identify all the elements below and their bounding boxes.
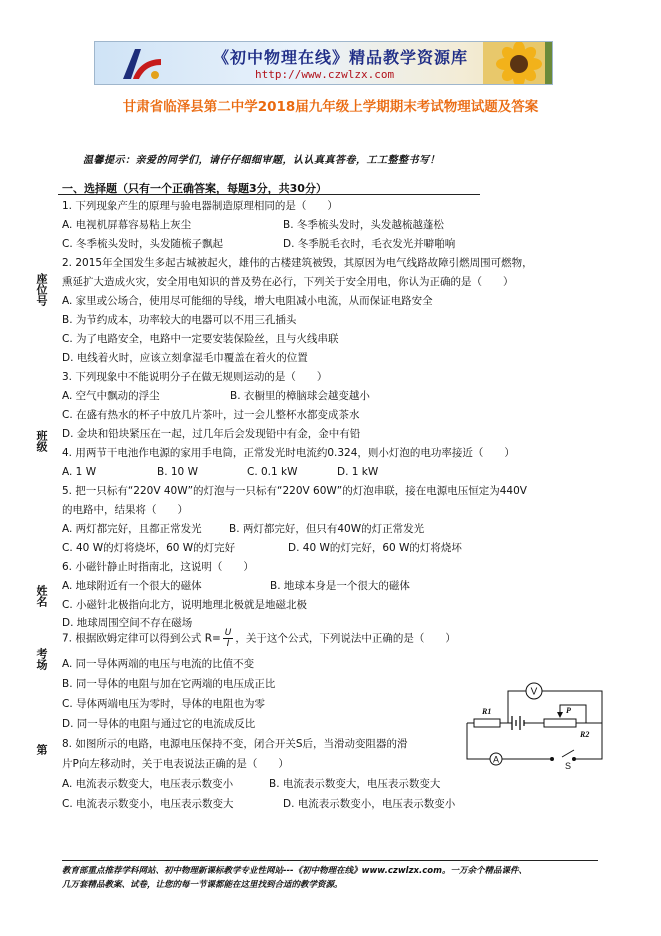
side-label-room: 考场 — [35, 648, 48, 670]
q8-stem-line1: 8. 如图所示的电路，电源电压保持不变，闭合开关S后，当滑动变阻器的滑 — [62, 738, 408, 750]
q7-option-a: A. 同一导体两端的电压与电流的比值不变 — [62, 658, 255, 670]
q1-option-d: D. 冬季脱毛衣时，毛衣发光并噼啪响 — [283, 238, 456, 250]
q7-option-d: D. 同一导体的电阻与通过它的电流成反比 — [62, 718, 256, 730]
q1-option-b: B. 冬季梳头发时，头发越梳越蓬松 — [283, 219, 444, 231]
sunflower-icon — [483, 42, 553, 85]
q7-stem-pre: 7. 根据欧姆定律可以得到公式 R= — [62, 632, 221, 645]
q2-stem-line1: 2. 2015年全国发生多起古城被起火，雄伟的古楼建筑被毁，其原因为电气线路故障引燃周围可燃物， — [62, 257, 533, 269]
header-banner — [94, 41, 553, 85]
ammeter-label: A — [492, 754, 500, 765]
side-label-class: 班级 — [35, 430, 48, 452]
side-label-no: 第 — [35, 744, 48, 755]
footer-line-1: 教育部重点推荐学科网站、初中物理新课标教学专业性网站---《初中物理在线》www.czwlzx.com。一万余个精品课件、 — [62, 866, 527, 876]
switch-s-label: S — [565, 761, 572, 769]
q2-stem-line2: 熏延扩大造成火灾，安全用电知识的普及势在必行，下列关于安全用电，你认为正确的是（ ） — [62, 276, 514, 288]
q3-option-b: B. 衣橱里的樟脑球会越变越小 — [230, 390, 370, 402]
q5-option-b: B. 两灯都完好，但只有40W的灯正常发光 — [229, 523, 425, 535]
q6-option-c: C. 小磁针北极指向北方，说明地理北极就是地磁北极 — [62, 599, 308, 611]
q8-stem-line2: 片P向左移动时，关于电表说法正确的是（ ） — [62, 758, 289, 770]
q6-option-b: B. 地球本身是一个很大的磁体 — [270, 580, 410, 592]
circuit-diagram — [462, 677, 612, 769]
q5-stem-line1: 5. 把一只标有“220V 40W”的灯泡与一只标有“220V 60W”的灯泡串联，接在电源电压恒定为440V — [62, 485, 527, 497]
q7-stem-post: ，关于这个公式，下列说法中正确的是（ ） — [235, 632, 456, 645]
q5-option-d: D. 40 W的灯完好，60 W的灯将烧坏 — [288, 542, 462, 554]
q8-option-d: D. 电流表示数变小，电压表示数变小 — [283, 798, 456, 810]
q5-option-c: C. 40 W的灯将烧坏，60 W的灯完好 — [62, 542, 236, 554]
q4-option-b: B. 10 W — [157, 466, 198, 478]
q2-option-c: C. 为了电路安全，电路中一定要安装保险丝，且与火线串联 — [62, 333, 339, 345]
q5-option-a: A. 两灯都完好，且都正常发光 — [62, 523, 202, 535]
q4-option-d: D. 1 kW — [337, 466, 379, 478]
q3-option-c: C. 在盛有热水的杯子中放几片茶叶，过一会儿整杯水都变成茶水 — [62, 409, 360, 421]
resistor-r1-label: R1 — [482, 707, 492, 716]
q3-option-d: D. 金块和铅块紧压在一起，过几年后会发现铅中有金，金中有铅 — [62, 428, 361, 440]
side-label-name: 姓名 — [35, 585, 48, 607]
banner-url[interactable]: http://www.czwlzx.com — [255, 68, 395, 81]
q3-option-a: A. 空气中飘动的浮尘 — [62, 390, 160, 402]
q4-option-c: C. 0.1 kW — [247, 466, 298, 478]
q2-option-b: B. 为节约成本，功率较大的电器可以不用三孔插头 — [62, 314, 297, 326]
q4-option-a: A. 1 W — [62, 466, 97, 478]
q6-option-d: D. 地球周围空间不存在磁场 — [62, 617, 193, 629]
q8-option-b: B. 电流表示数变大，电压表示数变大 — [269, 778, 441, 790]
fraction-numerator: U — [224, 628, 232, 638]
voltmeter-label: V — [530, 686, 538, 698]
q6-option-a: A. 地球附近有一个很大的磁体 — [62, 580, 202, 592]
q5-stem-line2: 的电路中，结果将（ ） — [62, 504, 188, 516]
q6-stem: 6. 小磁针静止时指南北，这说明（ ） — [62, 561, 254, 573]
exam-tip: 温馨提示：亲爱的同学们，请仔仔细细审题，认认真真答卷，工工整整书写！ — [83, 155, 440, 166]
footer-line-2: 几万套精品教案、试卷，让您的每一节课都能在这里找到合适的教学资源。 — [62, 880, 343, 890]
q1-stem: 1. 下列现象产生的原理与验电器制造原理相同的是（ ） — [62, 200, 338, 212]
q7-option-b: B. 同一导体的电阻与加在它两端的电压成正比 — [62, 678, 276, 690]
q1-option-c: C. 冬季梳头发时，头发随梳子飘起 — [62, 238, 224, 250]
ohm-fraction — [223, 628, 234, 649]
q4-stem: 4. 用两节干电池作电源的家用手电筒，正常发光时电流约0.324，则小灯泡的电功率接近（ ） — [62, 447, 515, 459]
side-label-seat: 座位号 — [35, 273, 48, 306]
q7-option-c: C. 导体两端电压为零时，导体的电阻也为零 — [62, 698, 266, 710]
section-heading: 一、选择题（只有一个正确答案，每题3分，共30分） — [62, 182, 327, 195]
q3-stem: 3. 下列现象中不能说明分子在做无规则运动的是（ ） — [62, 371, 328, 383]
document-title: 甘肃省临泽县第二中学2018届九年级上学期期末考试物理试题及答案 — [122, 99, 539, 115]
q7-stem — [62, 628, 456, 649]
resistor-r2-label: R2 — [580, 730, 590, 739]
section-divider — [58, 194, 480, 195]
q8-option-c: C. 电流表示数变小，电压表示数变大 — [62, 798, 234, 810]
banner-title: 《初中物理在线》精品教学资源库 — [213, 48, 469, 67]
footer-divider — [62, 860, 598, 861]
q2-option-a: A. 家里或公场合，使用尽可能细的导线，增大电阻减小电流，从而保证电路安全 — [62, 295, 433, 307]
q1-option-a: A. 电视机屏幕容易粘上灰尘 — [62, 219, 192, 231]
slider-p-label: P — [566, 706, 571, 715]
q8-option-a: A. 电流表示数变大，电压表示数变小 — [62, 778, 234, 790]
fraction-denominator: I — [226, 639, 230, 649]
site-logo — [121, 47, 163, 81]
q2-option-d: D. 电线着火时，应该立刻拿湿毛巾覆盖在着火的位置 — [62, 352, 308, 364]
